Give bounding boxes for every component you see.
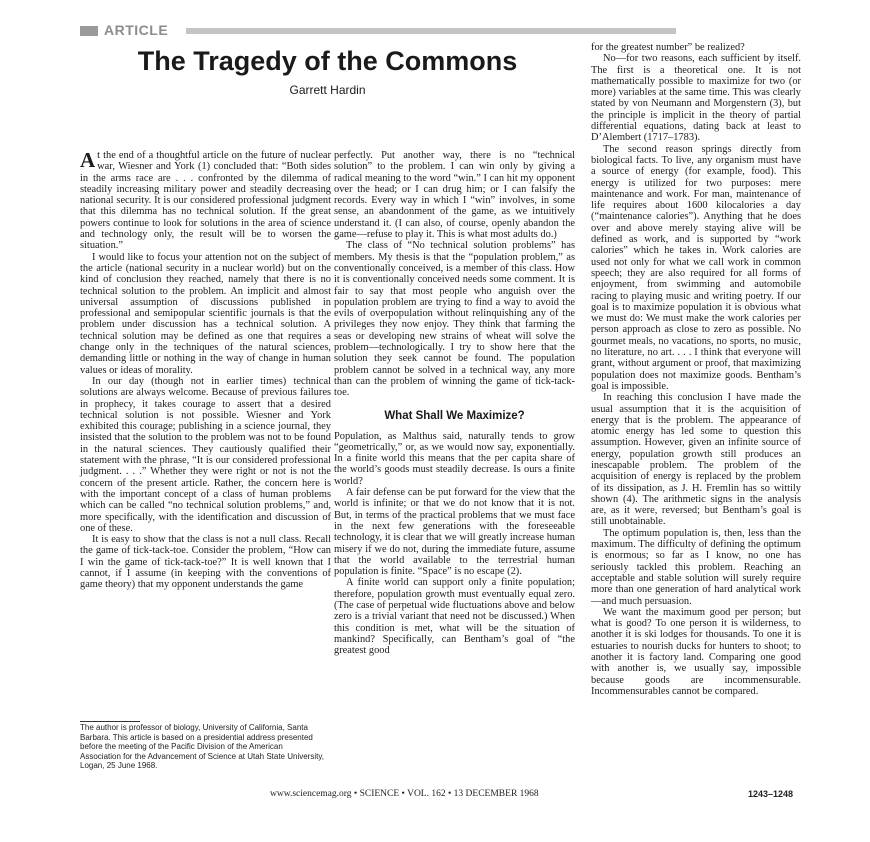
section-marker-block xyxy=(80,26,98,36)
paragraph: In reaching this conclusion I have made the usual assumption that it is the acquisition of energy that is the problem. The appearance of atomic energy has led some to question this assumption. However, given an infinite source of energy, population growth still produces an inescapable problem. The problem of the acquisition of energy is replaced by the problem of its dissipation, as J. H. Fremlin has so wittily shown (4). The arithmetic signs in the analysis are, as it were, reversed; but Bentham’s goal is still unobtainable. xyxy=(591,392,801,528)
paragraph: A fair defense can be put forward for the view that the world is infinite; or that we do not know that it is not. But, in terms of the practical problems that we must face in the next few generations with the foreseeable technology, it is clear that we will greatly increase human misery if we do not, during the immediate future, assume that the world available to the terrestrial human population is finite. “Space” is no escape (2). xyxy=(334,487,575,578)
section-label: ARTICLE xyxy=(104,22,169,38)
section-subheading: What Shall We Maximize? xyxy=(384,409,525,422)
paragraph: No—for two reasons, each sufficient by itself. The first is a theoretical one. It is not mathematically possible to maximize for two (or more) variables at the same time. This was clearly stated by von Neumann and Morgenstern (3), but the principle is implicit in the theory of partial differential equations, dating back at least to D’Alembert (1717–1783). xyxy=(591,53,801,144)
text-column-3 xyxy=(591,42,801,697)
text-column-1 xyxy=(80,150,331,591)
article-title: The Tragedy of the Commons xyxy=(137,46,518,76)
paragraph: It is easy to show that the class is not a null class. Recall the game of tick-tack-toe. Consider the problem, “How can I win the game of tick-tack-toe?” It is well known that I cannot, if I assume (in keeping with the conventions of game theory) that my opponent understands the game xyxy=(80,534,331,591)
page-footer: www.sciencemag.org • SCIENCE • VOL. 162 • 13 DECEMBER 1968 xyxy=(270,789,539,799)
paragraph: Population, as Malthus said, naturally tends to grow “geometrically,” or, as we would now say, exponentially. In a finite world this means that the per capita share of the world’s goods must steadily decrease. Is ours a finite world? xyxy=(334,430,575,487)
paragraph: for the greatest number” be realized? xyxy=(591,42,745,53)
paragraph: The second reason springs directly from biological facts. To live, any organism must have a source of energy (for example, food). This energy is utilized for two purposes: mere maintenance and work. For man, maintenance of life requires about 1600 kilocalories a day (“maintenance calories”). Anything that he does over and above merely staying alive will be defined as work, and is supported by “work calories” which he takes in. Work calories are used not only for what we call work in common speech; they are also required for all forms of enjoyment, from swimming and automobile racing to playing music and writing poetry. If our goal is to maximize population it is obvious what we must do: We must make the work calories per person approach as close to zero as possible. No gourmet meals, no vacations, no sports, no music, no literature, no art. . . . I think that everyone will grant, without argument or proof, that maximizing population does not maximize goods. Bentham’s goal is impossible. xyxy=(591,143,801,392)
footnote-divider xyxy=(80,721,140,722)
text-column-2 xyxy=(334,150,575,656)
paragraph: The optimum population is, then, less than the maximum. The difficulty of defining the optimum is enormous; so far as I know, no one has seriously tackled this problem. Reaching an acceptable and stable solution will surely require more than one generation of hard analytical work—and much persuasion. xyxy=(591,527,801,607)
paragraph xyxy=(80,150,331,252)
paragraph-text: t the end of a thoughtful article on the future of nuclear war, Wiesner and York (1) concluded that: “Both sides in the arms race are . . . confronted by the dilemma of steadily increasing military power and steadily decreasing national security. It is our considered professional judgment that this dilemma has no technical solution. If the great powers continue to look for solutions in the area of science and technology only, the result will be to worsen the situation.” xyxy=(80,150,331,252)
author-footnote: The author is professor of biology, University of California, Santa Barbara. This article is based on a presidential address presented before the meeting of the Pacific Division of the American Association for the Advancement of Science at Utah State University, Logan, 25 June 1968. xyxy=(80,723,324,771)
paragraph: In our day (though not in earlier times) technical solutions are always welcome. Because of previous failures in prophecy, it takes courage to assert that a desired technical solution is not possible. Wiesner and York exhibited this courage; publishing in a science journal, they insisted that the solution to the problem was not to be found in the natural sciences. They cautiously qualified their statement with the phrase, “It is our considered professional judgment. . . .” Whether they were right or not is not the concern of the present article. Rather, the concern here is with the important concept of a class of human problems which can be called “no technical solution problems,” and, more specifically, with the identification and discussion of one of these. xyxy=(80,375,331,534)
paragraph: perfectly. Put another way, there is no “technical solution” to the problem. I can win only by giving a radical meaning to the word “win.” I can hit my opponent over the head; or I can drug him; or I can falsify the records. Every way in which I “win” involves, in some sense, an abandonment of the game, as we intuitively understand it. (I can also, of course, openly abandon the game—refuse to play it. This is what most adults do.) xyxy=(334,150,575,241)
paragraph: I would like to focus your attention not on the subject of the article (national security in a nuclear world) but on the kind of conclusion they reached, namely that there is no technical solution to the problem. An implicit and almost universal assumption of discussions published in professional and semipopular scientific journals is that the problem under discussion has a technical solution. A technical solution may be defined as one that requires a change only in the techniques of the natural sciences, demanding little or nothing in the way of change in human values or ideas of morality. xyxy=(80,251,331,376)
paragraph: A finite world can support only a finite population; therefore, population growth must eventually equal zero. (The case of perpetual wide fluctuations above and below zero is a trivial variant that need not be discussed.) When this condition is met, what will be the situation of mankind? Specifically, can Bentham’s goal of “the greatest good xyxy=(334,577,575,657)
page-range: 1243–1248 xyxy=(748,789,794,799)
section-header xyxy=(80,22,792,38)
paragraph: The class of “No technical solution problems” has members. My thesis is that the “population problem,” as conventionally conceived, is a member of this class. How it is conventionally conceived needs some comment. It is fair to say that most people who anguish over the population problem are trying to find a way to avoid the evils of overpopulation without relinquishing any of the privileges they now enjoy. They think that farming the seas or developing new strains of wheat will solve the problem—technologically. I try to show here that the solution they seek cannot be found. The population problem cannot be solved in a technical way, any more than can the problem of winning the game of tick-tack-toe. xyxy=(334,240,575,399)
drop-cap: A xyxy=(80,148,96,172)
section-rule xyxy=(186,28,676,34)
article-author: Garrett Hardin xyxy=(289,83,366,97)
paragraph: We want the maximum good per person; but what is good? To one person it is wilderness, to another it is ski lodges for thousands. To one it is estuaries to nourish ducks for hunters to shoot; to another it is factory land. Comparing one good with another is, we usually say, impossible because goods are incommensurable. Incommensurables cannot be compared. xyxy=(591,606,801,697)
